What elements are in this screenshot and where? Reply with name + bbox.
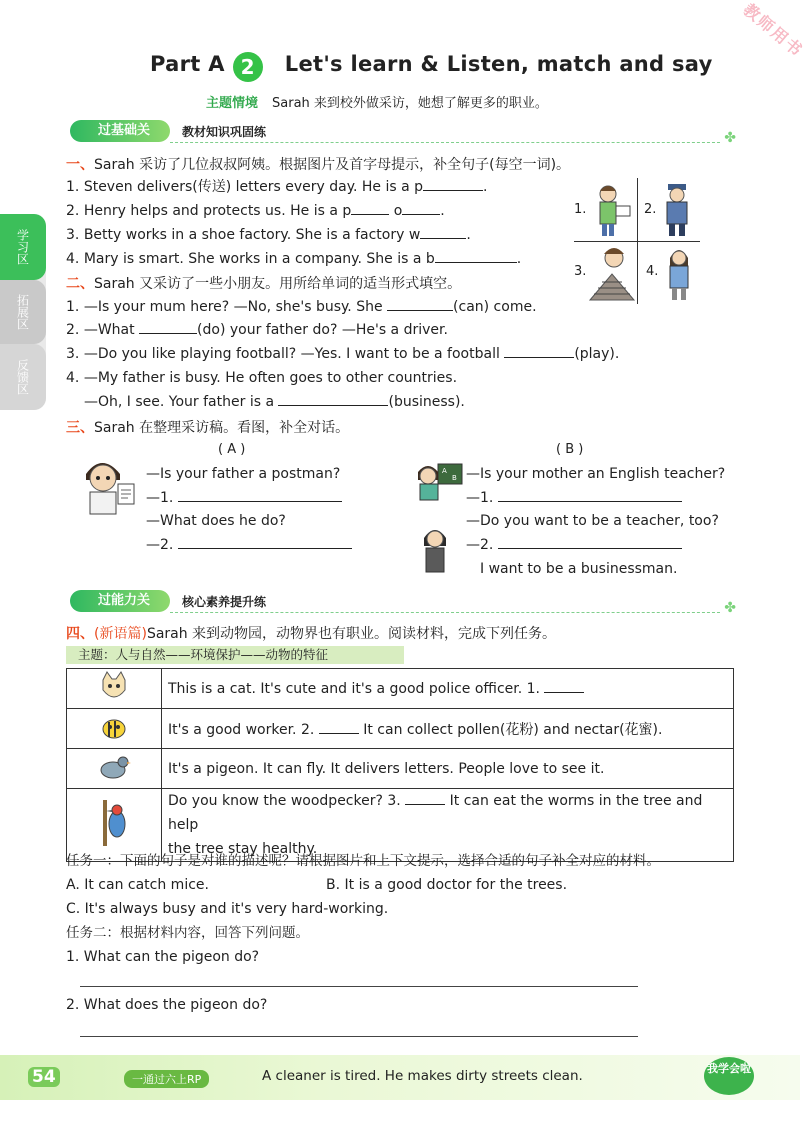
dialogue-b-q2: —Do you want to be a teacher, too?	[466, 513, 719, 529]
table-cell	[162, 749, 734, 789]
table-cell	[67, 669, 162, 709]
part2-item-4-line2	[84, 393, 465, 411]
part-instruction: Sarah 来到动物园，动物界也有职业。阅读材料，完成下列任务。	[146, 626, 557, 642]
section-ability-bar	[70, 590, 736, 616]
answer-blank[interactable]	[498, 536, 682, 549]
item-text: (do) your father do? —He's a driver.	[197, 322, 448, 338]
dialogue-b-last: I want to be a businessman.	[480, 561, 678, 577]
page-number: 54	[28, 1067, 60, 1087]
divider	[170, 142, 720, 143]
answer-blank[interactable]	[319, 721, 359, 734]
part2-item-2	[66, 321, 448, 339]
dialogue-a-label: ( A )	[218, 442, 246, 457]
item-text: (business).	[388, 394, 465, 410]
item-number: 2.	[66, 322, 80, 338]
picture-label: 4.	[646, 264, 659, 279]
table-cell	[67, 789, 162, 862]
table-cell	[162, 709, 734, 749]
part-instruction: Sarah 又采访了一些小朋友。用所给单词的适当形式填空。	[94, 276, 462, 292]
item-text: Henry helps and protects us. He is a p	[83, 203, 352, 219]
svg-text:B: B	[452, 474, 457, 482]
svg-text:A: A	[442, 467, 447, 475]
item-number: 3.	[66, 227, 80, 243]
table-row	[67, 709, 734, 749]
new-text-tag: (新语篇)	[94, 626, 147, 642]
option-b: B. It is a good doctor for the trees.	[326, 877, 568, 893]
item-text: —2.	[146, 537, 174, 553]
part1-item-3	[66, 226, 471, 244]
part-instruction: Sarah 在整理采访稿。看图，补全对话。	[94, 420, 350, 436]
mascot-badge: 我学会啦	[704, 1057, 754, 1095]
item-text: —1.	[466, 490, 494, 506]
part1-item-4	[66, 250, 521, 268]
page-footer	[0, 1055, 800, 1100]
item-number: 4.	[66, 370, 80, 386]
row-text: It's a good worker. 2.	[168, 721, 315, 738]
item-text: —Do you like playing football? —Yes. I want to be a football	[83, 346, 505, 362]
sidebar-tab-feedback[interactable]	[0, 344, 46, 410]
item-text: (can) come.	[453, 299, 537, 315]
part3-heading	[66, 417, 349, 437]
sidebar-tab-label: 反馈区	[15, 359, 30, 395]
grid-divider	[574, 241, 700, 242]
answer-blank[interactable]	[504, 345, 574, 358]
dialogue-a-a2	[146, 536, 352, 554]
part-number: 三、	[66, 420, 94, 436]
answer-blank[interactable]	[402, 202, 440, 215]
answer-blank[interactable]	[544, 680, 584, 693]
answer-blank[interactable]	[423, 178, 483, 191]
part2-item-4	[66, 369, 457, 387]
item-text: .	[466, 227, 471, 243]
dialogue-a-q2: —What does he do?	[146, 513, 286, 529]
item-text: .	[483, 179, 488, 195]
bee-icon	[98, 711, 130, 743]
dialogue-b-a1	[466, 489, 682, 507]
occupation-picture-grid	[574, 178, 700, 304]
cat-icon	[97, 670, 131, 704]
boy-illustration	[80, 456, 138, 518]
postman-illustration	[592, 182, 634, 238]
item-text: —2.	[466, 537, 494, 553]
item-text: .	[516, 251, 522, 267]
item-text: —1.	[146, 490, 174, 506]
row-text: This is a cat. It's cute and it's a good police officer. 1.	[168, 681, 540, 697]
item-number: 1.	[66, 179, 80, 195]
answer-blank[interactable]	[420, 226, 466, 239]
answer-line[interactable]	[80, 986, 638, 987]
lesson-number-badge: 2	[233, 52, 263, 82]
answer-blank[interactable]	[139, 321, 197, 334]
picture-label: 2.	[644, 202, 657, 217]
item-text: (play).	[574, 346, 620, 362]
theme-tag: 主题情境	[206, 96, 259, 111]
table-row	[67, 749, 734, 789]
lesson-title: Let's learn & Listen, match and say	[284, 52, 713, 76]
sidebar-tab-study[interactable]	[0, 214, 46, 280]
answer-blank[interactable]	[498, 489, 682, 502]
task2-instruction: 任务二：根据材料内容，回答下列问题。	[66, 925, 309, 941]
table-cell	[162, 669, 734, 709]
section-ability-desc: 核心素养提升练	[182, 595, 267, 609]
question-1: 1. What can the pigeon do?	[66, 949, 260, 965]
answer-blank[interactable]	[435, 250, 517, 263]
clover-icon: ✤	[724, 600, 736, 616]
answer-blank[interactable]	[351, 202, 389, 215]
factory-worker-illustration	[588, 244, 636, 302]
part1-item-2	[66, 202, 445, 220]
row-text: It can eat the worms in the tree and help	[168, 793, 703, 833]
item-text: —Oh, I see. Your father is a	[84, 394, 279, 410]
theme-text: Sarah 来到校外做采访，她想了解更多的职业。	[272, 96, 548, 111]
item-text: —My father is busy. He often goes to other countries.	[83, 370, 458, 386]
item-text: —Is your mum here? —No, she's busy. She	[83, 299, 388, 315]
section-basic-desc: 教材知识巩固练	[182, 125, 267, 139]
item-text: Betty works in a shoe factory. She is a factory w	[83, 227, 421, 243]
sidebar	[0, 214, 46, 410]
clover-icon: ✤	[724, 130, 736, 146]
item-number: 4.	[66, 251, 80, 267]
part1-heading	[66, 154, 570, 174]
part-number: 一、	[66, 157, 94, 173]
part-number: 二、	[66, 276, 94, 292]
part-instruction: Sarah 采访了几位叔叔阿姨。根据图片及首字母提示，补全句子(每空一词)。	[94, 157, 571, 173]
sidebar-tab-label: 学习区	[15, 229, 30, 265]
table-cell	[162, 789, 734, 862]
part-label: Part A	[150, 52, 225, 76]
answer-blank[interactable]	[178, 536, 352, 549]
part1-item-1	[66, 178, 487, 196]
item-text: —What	[83, 322, 140, 338]
teacher-illustration	[412, 462, 464, 502]
dialogue-b-label: ( B )	[556, 442, 584, 457]
table-row	[67, 789, 734, 862]
item-text: o	[389, 203, 403, 219]
answer-blank[interactable]	[387, 298, 453, 311]
police-officer-illustration	[658, 182, 696, 238]
animal-reading-table	[66, 668, 734, 862]
answer-line[interactable]	[80, 1036, 638, 1037]
table-cell	[67, 749, 162, 789]
part2-heading	[66, 273, 461, 293]
page-title	[150, 52, 713, 82]
part-number: 四、	[66, 626, 94, 642]
section-basic-bar	[70, 120, 736, 146]
question-2: 2. What does the pigeon do?	[66, 997, 268, 1013]
item-number: 3.	[66, 346, 80, 362]
answer-blank[interactable]	[278, 393, 388, 406]
brand-badge: 一通过六上RP	[124, 1070, 209, 1088]
topic-banner: 主题：人与自然——环境保护——动物的特征	[66, 646, 404, 664]
part4-heading	[66, 623, 556, 643]
row-text: the tree stay healthy.	[168, 841, 318, 857]
part2-item-1	[66, 298, 537, 316]
businesswoman-illustration	[662, 244, 696, 302]
item-text: .	[440, 203, 445, 219]
item-number: 2.	[66, 203, 80, 219]
item-text: Mary is smart. She works in a company. She is a b	[83, 251, 435, 267]
teacher-edition-watermark: 教师用书	[739, 0, 808, 61]
dialogue-a-a1	[146, 489, 342, 507]
pigeon-icon	[97, 752, 131, 782]
divider	[170, 612, 720, 613]
part2-item-3	[66, 345, 619, 363]
task1-instruction: 任务一：下面的句子是对谁的描述呢？请根据图片和上下文提示，选择合适的句子补全对应的材料。	[66, 853, 660, 869]
answer-blank[interactable]	[405, 792, 445, 805]
section-ability-pill: 过能力关	[70, 590, 170, 612]
picture-label: 1.	[574, 202, 587, 217]
row-text: It can collect pollen(花粉) and nectar(花蜜).	[358, 721, 663, 738]
option-a: A. It can catch mice.	[66, 877, 209, 893]
table-cell	[67, 709, 162, 749]
dialogue-b-a2	[466, 536, 682, 554]
row-text: Do you know the woodpecker? 3.	[168, 793, 401, 809]
sidebar-tab-extend[interactable]	[0, 280, 46, 344]
girl-illustration	[420, 526, 450, 574]
answer-blank[interactable]	[178, 489, 342, 502]
picture-label: 3.	[574, 264, 587, 279]
sidebar-tab-label: 拓展区	[15, 294, 30, 330]
option-c: C. It's always busy and it's very hard-working.	[66, 901, 389, 917]
section-basic-pill: 过基础关	[70, 120, 170, 142]
woodpecker-icon	[97, 800, 131, 846]
dialogue-b-q1: —Is your mother an English teacher?	[466, 466, 726, 482]
item-text: Steven delivers(传送) letters every day. He is a p	[83, 179, 424, 195]
row-text: It's a pigeon. It can fly. It delivers letters. People love to see it.	[168, 760, 605, 777]
dialogue-a-q1: —Is your father a postman?	[146, 466, 341, 482]
footer-slogan: A cleaner is tired. He makes dirty streets clean.	[262, 1068, 583, 1084]
table-row	[67, 669, 734, 709]
item-number: 1.	[66, 299, 80, 315]
theme-context	[206, 92, 548, 111]
